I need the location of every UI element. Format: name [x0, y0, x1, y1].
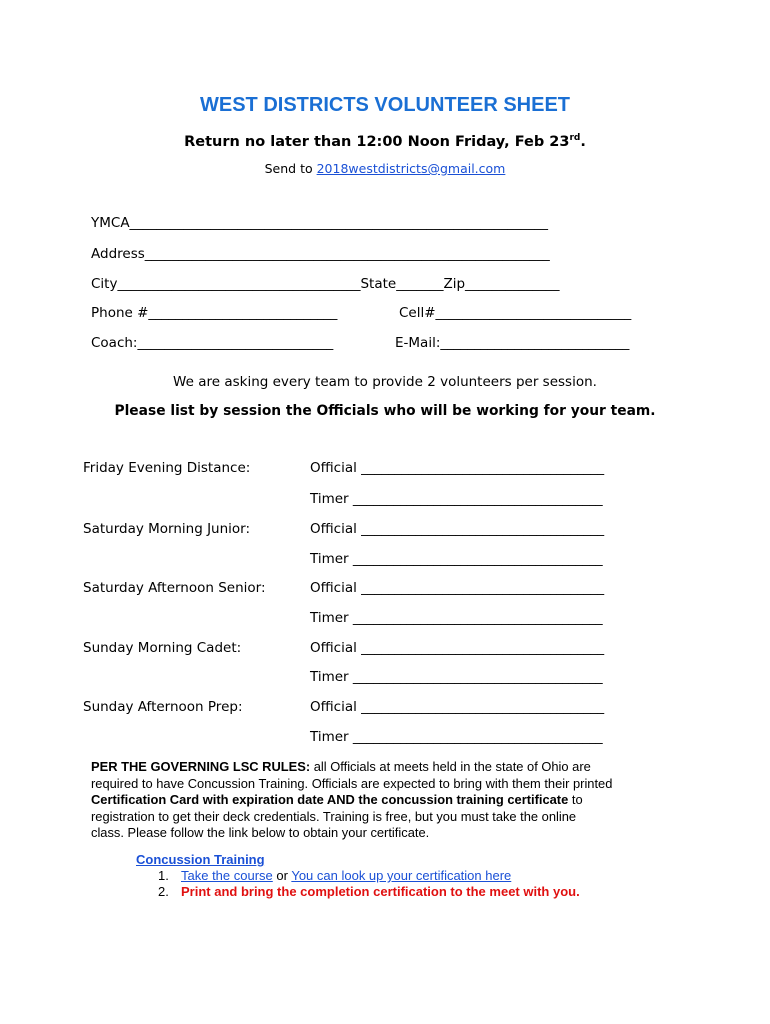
lsc-rules-paragraph [91, 759, 681, 842]
session-label: Saturday Morning Junior: [83, 521, 251, 537]
print-certification-instruction: Print and bring the completion certification to the meet with you. [181, 884, 580, 899]
coach-field[interactable]: Coach:_____________________________ [91, 335, 334, 351]
rules-emphasis: Certification Card with expiration date AND the concussion training certificate [91, 792, 569, 807]
session-label: Saturday Afternoon Senior: [83, 580, 266, 596]
timer-field[interactable]: Timer _____________________________________ [310, 729, 603, 745]
rules-text: all Officials at meets held in the state of Ohio are [310, 759, 591, 774]
session-label: Friday Evening Distance: [83, 460, 251, 476]
rules-line: registration to get their deck credentials. Training is free, but you must take the online [91, 808, 577, 824]
return-end: . [580, 133, 586, 150]
official-field[interactable]: Official ____________________________________ [310, 521, 605, 537]
rules-line [91, 792, 681, 809]
official-field[interactable]: Official ____________________________________ [310, 460, 605, 476]
or-text: or [272, 868, 292, 883]
return-text: Return no later than 12:00 Noon Friday, Feb 23 [184, 133, 570, 150]
volunteers-request-line: We are asking every team to provide 2 volunteers per session. [173, 374, 597, 390]
email-field[interactable]: E-Mail:____________________________ [395, 335, 630, 351]
timer-field[interactable]: Timer _____________________________________ [310, 551, 603, 567]
timer-field[interactable]: Timer _____________________________________ [310, 669, 603, 685]
city-state-zip-field[interactable]: City____________________________________State_______Zip______________ [91, 276, 560, 292]
return-deadline [0, 133, 770, 150]
official-field[interactable]: Official ____________________________________ [310, 640, 605, 656]
official-field[interactable]: Official ____________________________________ [310, 580, 605, 596]
rules-text: to [568, 792, 583, 807]
cell-field[interactable]: Cell#_____________________________ [399, 305, 632, 321]
ymca-field[interactable]: YMCA______________________________________________________________ [91, 215, 549, 231]
rules-line: class. Please follow the link below to obtain your certificate. [91, 825, 430, 840]
rules-line: required to have Concussion Training. Officials are expected to bring with them their printed [91, 775, 613, 791]
official-field[interactable]: Official ____________________________________ [310, 699, 605, 715]
session-label: Sunday Afternoon Prep: [83, 699, 243, 715]
phone-field[interactable]: Phone #____________________________ [91, 305, 338, 321]
timer-field[interactable]: Timer _____________________________________ [310, 610, 603, 626]
take-course-link[interactable]: Take the course [181, 868, 273, 883]
address-field[interactable]: Address____________________________________________________________ [91, 246, 550, 262]
lookup-certification-link[interactable]: You can look up your certification here [291, 868, 512, 883]
officials-list-instruction: Please list by session the Officials who will be working for your team. [114, 403, 656, 419]
send-to-line [0, 161, 770, 176]
send-prefix: Send to [264, 161, 317, 176]
concussion-training-link[interactable]: Concussion Training [136, 852, 265, 867]
session-label: Sunday Morning Cadet: [83, 640, 242, 656]
page-title: WEST DISTRICTS VOLUNTEER SHEET [199, 94, 571, 116]
rules-line [91, 759, 681, 776]
list-number: 1. [158, 868, 169, 883]
rules-heading: PER THE GOVERNING LSC RULES: [91, 759, 311, 774]
email-link[interactable]: 2018westdistricts@gmail.com [316, 161, 506, 176]
list-item [181, 868, 511, 883]
timer-field[interactable]: Timer _____________________________________ [310, 491, 603, 507]
list-number: 2. [158, 884, 169, 899]
return-sup: rd [569, 133, 581, 143]
